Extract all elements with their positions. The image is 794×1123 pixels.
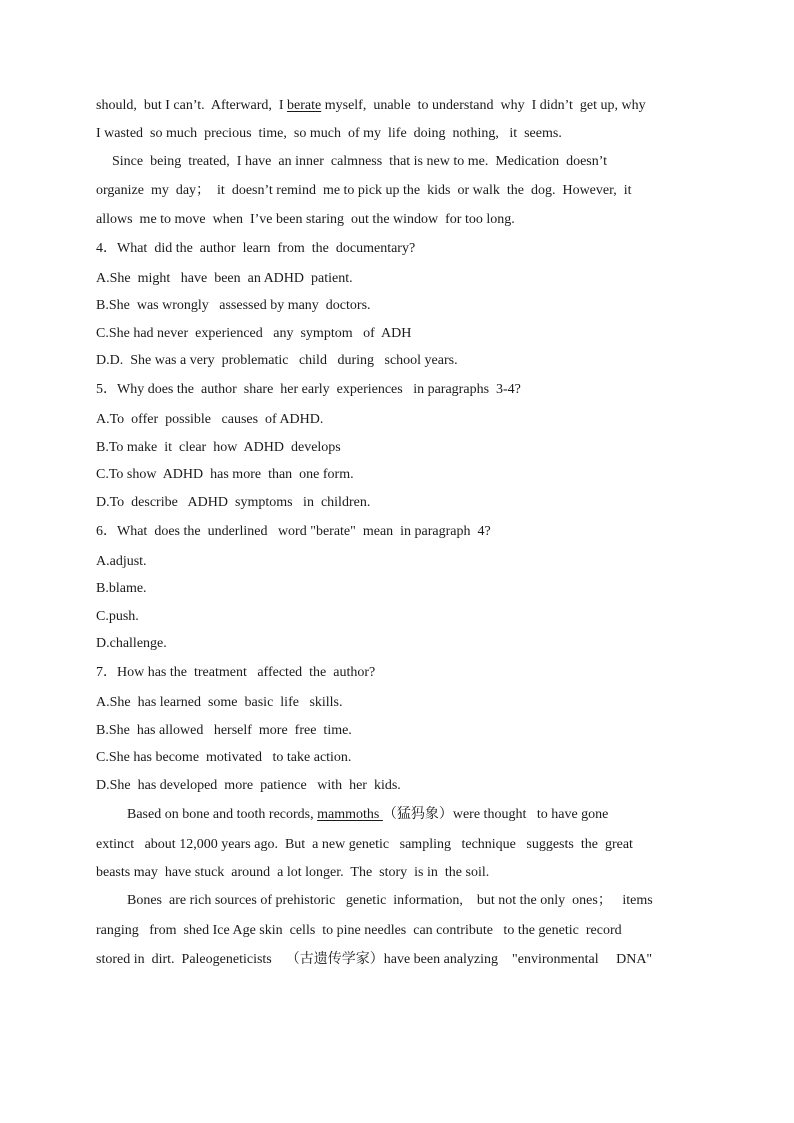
question-stem: 6．What does the underlined word "berate" mean in paragraph 4? xyxy=(96,524,491,539)
answer-option: D.To describe ADHD symptoms in children. xyxy=(96,495,371,510)
passage1-line xyxy=(96,97,646,115)
answer-option: B.blame. xyxy=(96,581,147,596)
underlined-word-mammoths: mammoths xyxy=(317,807,383,822)
text-run: should, but I can’t. Afterward, I xyxy=(96,98,288,113)
answer-option: A.She might have been an ADHD patient. xyxy=(96,271,353,286)
answer-option: B.She was wrongly assessed by many doctors. xyxy=(96,298,371,313)
question-stem: 4．What did the author learn from the documentary? xyxy=(96,241,416,256)
passage1-line: allows me to move when I’ve been staring out the window for too long. xyxy=(96,212,515,227)
passage1-line: organize my day； it doesn’t remind me to pick up the kids or walk the dog. However, it xyxy=(96,183,632,198)
underlined-word-berate: berate xyxy=(287,98,322,113)
answer-option: B.She has allowed herself more free time. xyxy=(96,723,352,738)
passage2-line: ranging from shed Ice Age skin cells to pine needles can contribute to the genetic record xyxy=(96,923,622,938)
question-stem: 7．How has the treatment affected the author? xyxy=(96,665,376,680)
answer-option: C.She has become motivated to take action. xyxy=(96,750,352,765)
passage2-paragraph-start: Bones are rich sources of prehistoric genetic information, but not the only ones； items xyxy=(127,893,653,908)
passage2-line: extinct about 12,000 years ago. But a new genetic sampling technique suggests the great xyxy=(96,837,633,852)
answer-option: C.push. xyxy=(96,609,139,624)
passage2-paragraph-start xyxy=(127,806,608,824)
passage1-line: I wasted so much precious time, so much of my life doing nothing, it seems. xyxy=(96,126,562,141)
answer-option: D.She has developed more patience with her kids. xyxy=(96,778,401,793)
question-stem: 5．Why does the author share her early experiences in paragraphs 3-4? xyxy=(96,382,521,397)
text-run: myself, unable to understand why I didn’t get up, why xyxy=(321,98,646,113)
answer-option: D.challenge. xyxy=(96,636,167,651)
answer-option: A.To offer possible causes of ADHD. xyxy=(96,412,324,427)
passage2-line: beasts may have stuck around a lot longer. The story is in the soil. xyxy=(96,865,490,880)
answer-option: B.To make it clear how ADHD develops xyxy=(96,440,341,455)
passage2-line: stored in dirt. Paleogeneticists （古遗传学家）have been analyzing "environmental DNA" xyxy=(96,952,653,967)
text-run: （猛犸象）were thought to have gone xyxy=(382,807,609,822)
answer-option: A.She has learned some basic life skills. xyxy=(96,695,343,710)
answer-option: D.D. She was a very problematic child during school years. xyxy=(96,353,458,368)
answer-option: C.She had never experienced any symptom of ADH xyxy=(96,326,412,341)
text-run: Based on bone and tooth records, xyxy=(127,807,318,822)
answer-option: A.adjust. xyxy=(96,554,147,569)
answer-option: C.To show ADHD has more than one form. xyxy=(96,467,354,482)
passage1-paragraph-start: Since being treated, I have an inner calmness that is new to me. Medication doesn’t xyxy=(112,154,608,169)
